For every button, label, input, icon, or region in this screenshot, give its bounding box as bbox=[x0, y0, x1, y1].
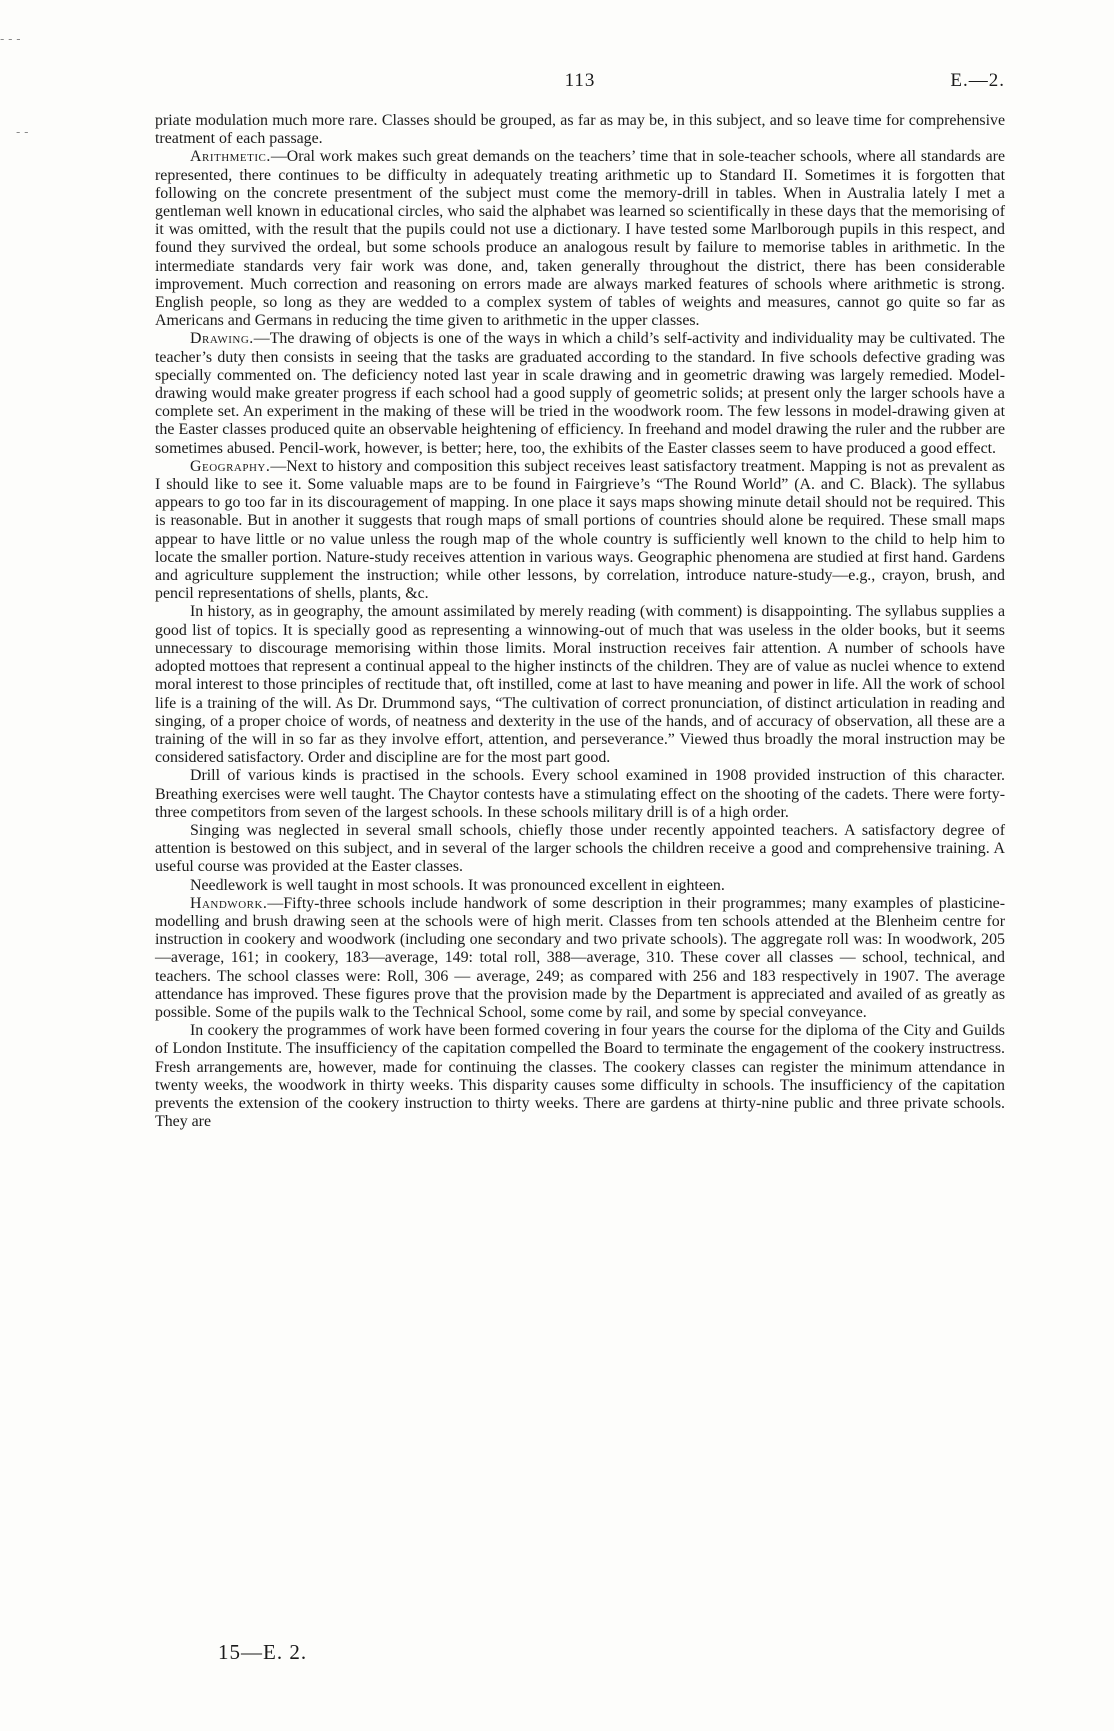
paragraph bbox=[155, 895, 1005, 1022]
paragraph-text: In cookery the programmes of work have been formed covering in four years the course for the diploma of the City and Guilds of London Institute. The insufficiency of the capitation compelled the Board to terminate the engagement of the cookery instructress. Fresh arrangements are, however, made for continuing the classes. The cookery classes can register the minimum attendance in twenty weeks, the woodwork in thirty weeks. This disparity causes some difficulty in schools. The insufficiency of the capitation prevents the extension of the cookery instruction to thirty weeks. There are gardens at thirty-nine public and three private schools. They are bbox=[155, 1022, 1005, 1131]
paragraph-text: —Next to history and composition this subject receives least satisfactory treatment. Mapping is not as prevalent as I should like to see it. Some valuable maps are to be found in Fairgrieve’s “The Round World” (A. and C. Black). The syllabus appears to go too far in its discouragement of mapping. In one place it says maps showing minute detail should not be required. This is reasonable. But in another it suggests that rough maps of small portions of countries should alone be required. These small maps appear to have little or no value unless the rough map of the whole country is sufficiently well known to the child to help him to locate the smaller portion. Nature-study receives attention in various ways. Geographic phenomena are studied at first hand. Gardens and agriculture supplement the instruction; while other lessons, by correlation, introduce nature-study—e.g., crayon, brush, and pencil representations of shells, plants, &c. bbox=[155, 457, 1005, 603]
paragraph-text: Singing was neglected in several small schools, chiefly those under recently appointed teachers. A satisfactory degree of attention is bestowed on this subject, and in several of the larger schools the children receive a good and comprehensive training. A useful course was provided at the Easter classes. bbox=[155, 821, 1005, 876]
paragraph bbox=[155, 877, 1005, 895]
section-heading: Drawing. bbox=[190, 330, 254, 348]
paragraph-text: Drill of various kinds is practised in the schools. Every school examined in 1908 provided instruction of this character. Breathing exercises were well taught. The Chaytor contests have a stimulating effect on the shooting of the cadets. There were forty-three competitors from seven of the largest schools. In these schools military drill is of a high order. bbox=[155, 767, 1005, 821]
section-heading: Arithmetic. bbox=[190, 148, 271, 166]
paragraph-text: Needlework is well taught in most schools. It was pronounced excellent in eighteen. bbox=[190, 876, 725, 894]
paragraph-text: priate modulation much more rare. Classes should be grouped, as far as may be, in this subject, and so leave time for comprehensive treatment of each passage. bbox=[155, 112, 1005, 148]
paragraph-text: —Fifty-three schools include handwork of some description in their programmes; many examples of plasticine-modelling and brush drawing seen at the schools were of high merit. Classes from ten schools attended at the Blenheim centre for instruction in cookery and woodwork (including one secondary and two private schools). The aggregate roll was: In woodwork, 205—average, 161; in cookery, 183—average, 149: total roll, 388—average, 310. These cover all classes — school, technical, and teachers. The school classes were: Roll, 306 — average, 249; as compared with 256 and 183 respectively in 1907. The average attendance has improved. These figures prove that the provision made by the Department is appreciated and availed of as greatly as possible. Some of the pupils walk to the Technical School, some come by rail, and some by special conveyance. bbox=[155, 894, 1005, 1021]
report-body bbox=[155, 112, 1005, 1131]
paragraph bbox=[155, 148, 1005, 330]
paragraph-text: —Oral work makes such great demands on the teachers’ time that in sole-teacher schools, where all standards are represented, there continues to be difficulty in adequately treating arithmetic up to Standard II. Sometimes it is forgotten that following on the concrete presentment of the subject must come the memory-drill in tables. When in Australia lately I met a gentleman well known in educational circles, who said the alphabet was learned so scientifically in these days that the memorising of it was omitted, with the result that the pupils could not use a dictionary. I have tested some Marlborough pupils in this respect, and found they survived the ordeal, but some schools produce an analogous result by failure to memorise tables in arithmetic. In the intermediate standards very fair work was done, and, taken generally throughout the district, there has been considerable improvement. Much correction and reasoning on errors made are always marked features of schools where arithmetic is strong. English people, so long as they are wedded to a complex system of tables of weights and measures, cannot go quite so far as Americans and Germans in reducing the time given to arithmetic in the upper classes. bbox=[155, 148, 1005, 330]
section-heading: Geography. bbox=[190, 457, 271, 475]
paragraph bbox=[155, 822, 1005, 877]
sheet-signature-mark: 15—E. 2. bbox=[218, 1640, 308, 1664]
paragraph bbox=[155, 603, 1005, 767]
page-number: 113 bbox=[564, 70, 596, 91]
paragraph bbox=[155, 112, 1005, 148]
scan-edge-mark: ‐ ‐ bbox=[16, 125, 29, 139]
paragraph-text: —The drawing of objects is one of the ways in which a child’s self-activity and individuality may be cultivated. The teacher’s duty then consists in seeing that the tasks are graduated according to the standard. In five schools defective grading was specially commented on. The deficiency noted last year in scale drawing and in geometric drawing was largely remedied. Model-drawing would make greater progress if each school had a good supply of geometric solids; at present only the larger schools have a complete set. An experiment in the making of these will be tried in the woodwork room. The few lessons in model-drawing given at the Easter classes produced quite an observable heightening of efficiency. In freehand and model drawing the ruler and the rubber are sometimes abused. Pencil-work, however, is better; here, too, the exhibits of the Easter classes seem to have produced a good effect. bbox=[155, 330, 1005, 457]
paragraph bbox=[155, 1022, 1005, 1131]
scan-edge-mark: ‐ ‐ ‐ bbox=[0, 32, 21, 46]
paragraph bbox=[155, 767, 1005, 822]
paragraph bbox=[155, 330, 1005, 457]
paragraph bbox=[155, 458, 1005, 604]
document-code: E.—2. bbox=[950, 70, 1005, 91]
page-header bbox=[155, 70, 1005, 94]
paragraph-text: In history, as in geography, the amount assimilated by merely reading (with comment) is disappointing. The syllabus supplies a good list of topics. It is specially good as representing a winnowing-out of much that was useless in the older books, but it seems unnecessary to discourage memorising within those limits. Moral instruction receives fair attention. A number of schools have adopted mottoes that represent a continual appeal to the higher instincts of the children. They are of value as nuclei whence to extend moral interest to those principles of rectitude that, oft instilled, come at last to have meaning and power in life. All the work of school life is a training of the will. As Dr. Drummond says, “The cultivation of correct pronunciation, of distinct articulation in reading and singing, of a proper choice of words, of neatness and dexterity in the use of the hands, and of accuracy of observation, all these are a training of the will in so far as they involve effort, attention, and perseverance.” Viewed thus broadly the moral instruction may be considered satisfactory. Order and discipline are for the most part good. bbox=[155, 603, 1005, 767]
section-heading: Handwork. bbox=[190, 894, 268, 912]
